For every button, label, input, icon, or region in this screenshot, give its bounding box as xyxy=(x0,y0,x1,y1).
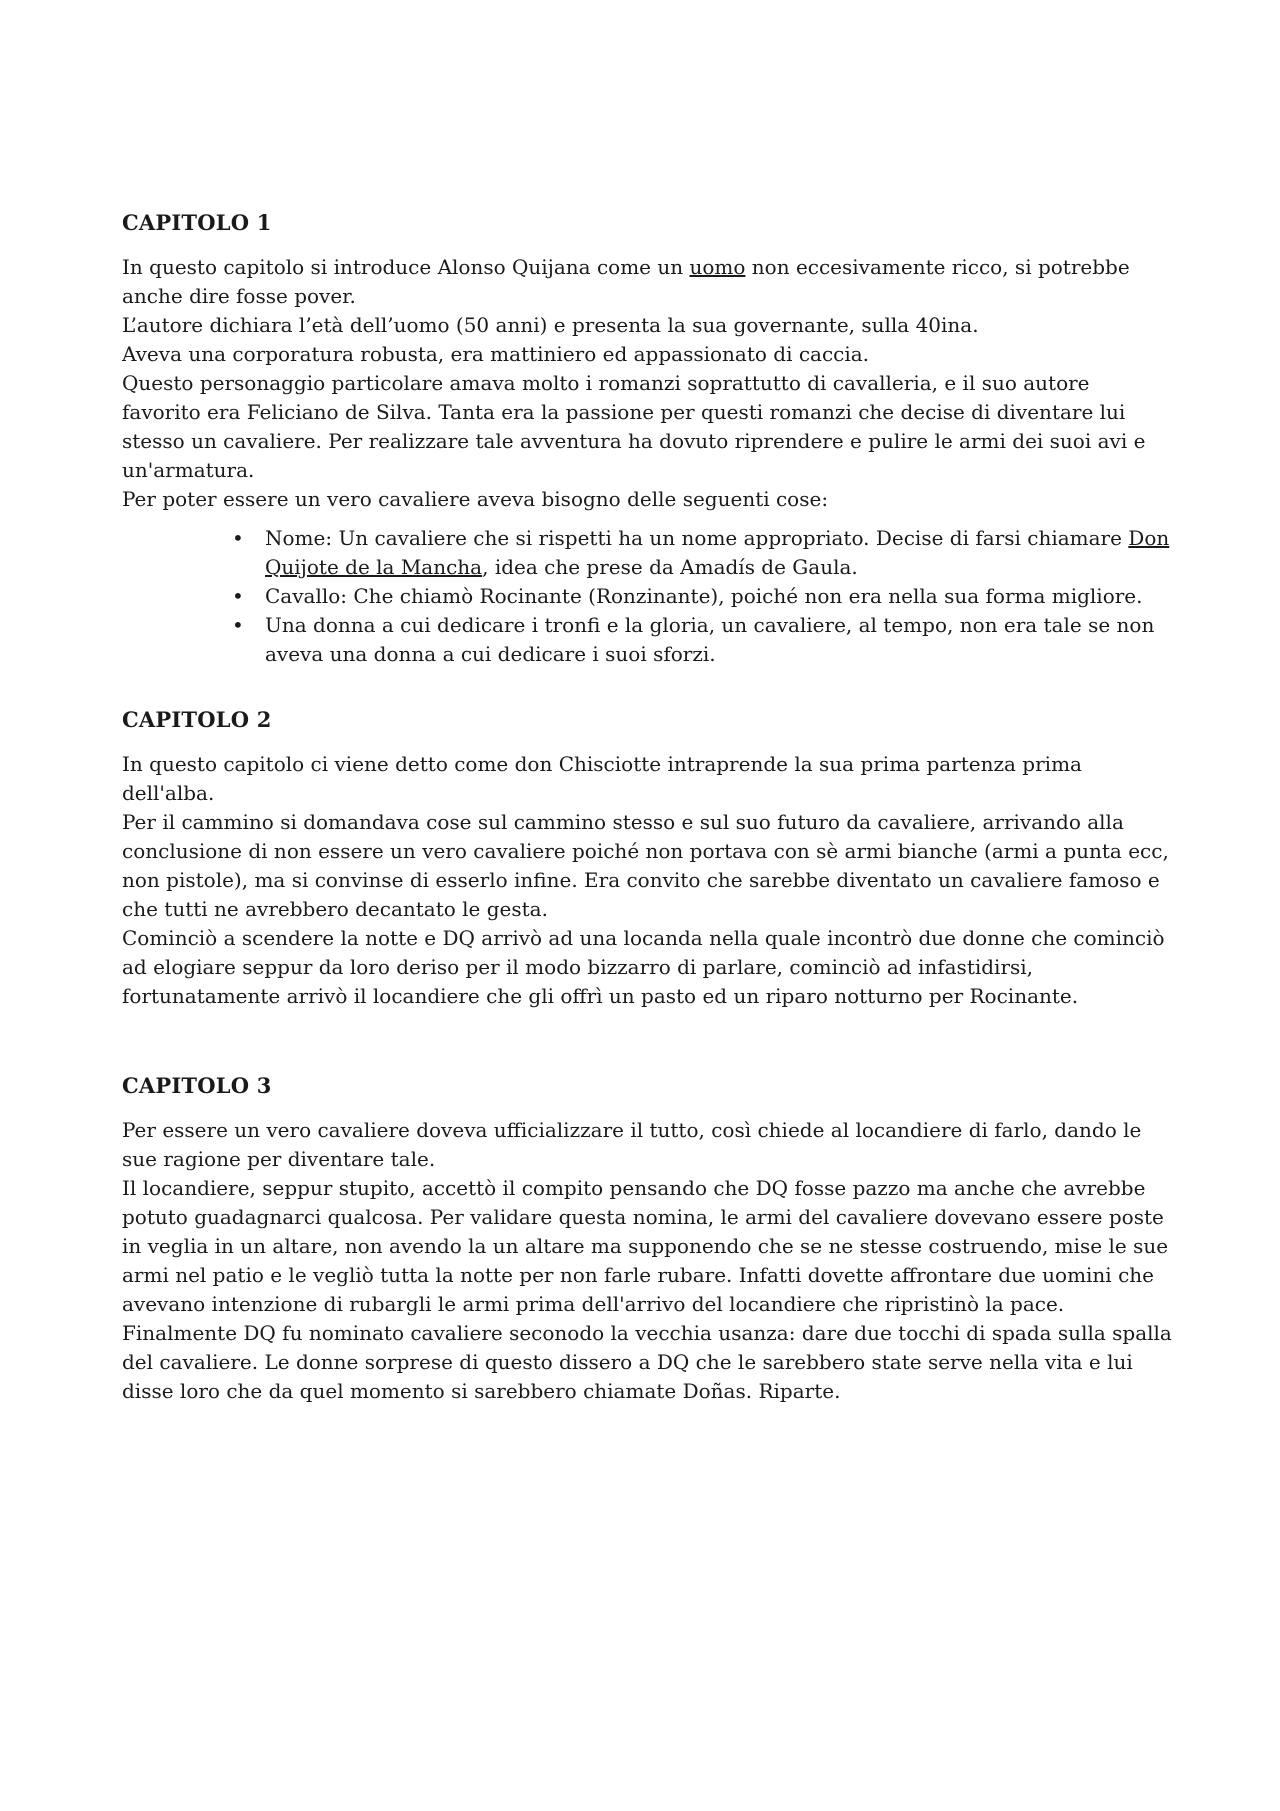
underlined-name: Don Quijote de la Mancha xyxy=(265,526,1170,579)
chapter-1-paragraph-3: Aveva una corporatura robusta, era mattiniero ed appassionato di caccia. xyxy=(122,342,870,366)
chapter-1 xyxy=(122,210,1172,669)
requirements-list xyxy=(122,524,1172,669)
chapter-2 xyxy=(122,707,1172,1011)
list-item: • Una donna a cui dedicare i tronfi e la gloria, un cavaliere, al tempo, non era tale se non aveva una donna a cui dedicare i suoi sforzi. xyxy=(265,611,1172,669)
text-span: non eccesivamente ricco, si potrebbe anche dire fosse pover. xyxy=(122,255,1130,308)
chapter-3-title: CAPITOLO 3 xyxy=(122,1073,272,1098)
chapter-1-paragraph-1 xyxy=(122,253,1172,311)
text-span: In questo capitolo si introduce Alonso Quijana come un xyxy=(122,255,690,279)
chapter-2-paragraph-3: Cominciò a scendere la notte e DQ arrivò ad una locanda nella quale incontrò due donne che cominciò ad elogiare seppur da loro deriso per il modo bizzarro di parlare, cominciò ad infastidirsi, fortunatamente arrivò il locandiere che gli offrì un pasto ed un riparo notturno per Rocinante. xyxy=(122,926,1165,1008)
text-span: , idea che prese da Amadís de Gaula. xyxy=(482,555,858,579)
chapter-2-paragraph-2: Per il cammino si domandava cose sul cammino stesso e sul suo futuro da cavaliere, arrivando alla conclusione di non essere un vero cavaliere poiché non portava con sè armi bianche (armi a punta ecc, non pistole), ma si convinse di esserlo infine. Era convito che sarebbe diventato un cavaliere famoso e che tutti ne avrebbero decantato le gesta. xyxy=(122,810,1169,921)
list-item xyxy=(265,524,1172,582)
text-span: Nome: Un cavaliere che si rispetti ha un nome appropriato. Decise di farsi chiamare xyxy=(265,526,1129,550)
chapter-1-paragraph-2: L’autore dichiara l’età dell’uomo (50 anni) e presenta la sua governante, sulla 40ina. xyxy=(122,313,979,337)
chapter-1-paragraph-4: Questo personaggio particolare amava molto i romanzi soprattutto di cavalleria, e il suo autore favorito era Feliciano de Silva. Tanta era la passione per questi romanzi che decise di diventare lui stesso un cavaliere. Per realizzare tale avventura ha dovuto riprendere e pulire le armi dei suoi avi e un'armatura. xyxy=(122,371,1146,482)
chapter-2-paragraph-1: In questo capitolo ci viene detto come don Chisciotte intraprende la sua prima partenza prima dell'alba. xyxy=(122,752,1082,805)
chapter-1-paragraph-5: Per poter essere un vero cavaliere aveva bisogno delle seguenti cose: xyxy=(122,487,829,511)
chapter-3-paragraph-1: Per essere un vero cavaliere doveva ufficializzare il tutto, così chiede al locandiere di farlo, dando le sue ragione per diventare tale. xyxy=(122,1118,1142,1171)
underlined-word: uomo xyxy=(689,255,746,279)
chapter-3-paragraph-2: Il locandiere, seppur stupito, accettò il compito pensando che DQ fosse pazzo ma anche che avrebbe potuto guadagnarci qualcosa. Per validare questa nomina, le armi del cavaliere dovevano essere poste in veglia in un altare, non avendo la un altare ma supponendo che se ne stesse costruendo, mise le sue armi nel patio e le vegliò tutta la notte per non farle rubare. Infatti dovette affrontare due uomini che avevano intenzione di rubargli le armi prima dell'arrivo del locandiere che ripristinò la pace. Finalmente DQ fu nominato cavaliere seconodo la vecchia usanza: dare due tocchi di spada sulla spalla del cavaliere. Le donne sorprese di questo dissero a DQ che le sarebbero state serve nella vita e lui disse loro che da quel momento si sarebbero chiamate Doñas. Riparte. xyxy=(122,1176,1172,1403)
chapter-3 xyxy=(122,1073,1172,1406)
document-page xyxy=(122,210,1172,1406)
chapter-1-title: CAPITOLO 1 xyxy=(122,210,272,235)
list-item: • Cavallo: Che chiamò Rocinante (Ronzinante), poiché non era nella sua forma migliore. xyxy=(265,582,1172,611)
chapter-2-title: CAPITOLO 2 xyxy=(122,707,272,732)
